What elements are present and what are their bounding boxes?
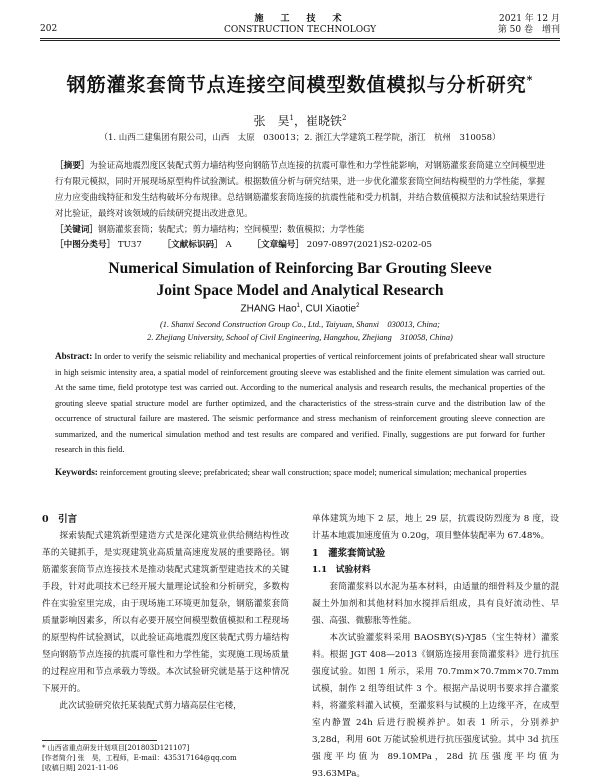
body-right-column	[312, 511, 559, 783]
journal-name-en: CONSTRUCTION TECHNOLOGY	[223, 25, 377, 35]
header-rule	[40, 38, 560, 39]
paragraph: 此次试验研究依托某装配式剪力墙高层住宅楼，	[59, 701, 242, 711]
paragraph: 套筒灌浆料以水泥为基本材料，由适量的细骨料及少量的混凝土外加剂和其他材料加水搅拌后组成，具有良好流动性、早强、高强、微膨胀等性能。	[312, 582, 559, 626]
title-cn: 钢筋灌浆套筒节点连接空间模型数值模拟与分析研究*	[66, 73, 534, 96]
issue-volume: 第 50 卷 增刊	[497, 25, 560, 35]
abstract-en: Abstract: In order to verify the seismic reliability and mechanical properties of vertical reinforcement joints of prefabricated shear wall structure in high seismic intensity area, a spatial model of reinforcement grouting sleeve was established and the finite element simulation was carried out. At the same time, field prototype test was carried out. According to the numerical analysis and research results, the mechanical properties of the grouting sleeve spatial structure model are further optimized, and the characteristics of the stress-strain curve and the distribution law of the occurrence of structural failure are mastered. The seismic performance and stress mechanism of reinforcement grouting sleeve connection are summarized, and the numerical simulation method and test results are compared and verified. Finally, suggestions are put forward for further research in this field.	[55, 351, 545, 454]
authors-en: ZHANG Hao$^1$, CUI Xiaotie$^2$	[240, 303, 360, 315]
affiliations-en: (1. Shanxi Second Construction Group Co., Ltd., Taiyuan, Shanxi 030013, China; 2. Zhejiang University, School of Civil Engineering, Hangzhou, Zhejiang 310058, China)	[147, 320, 453, 342]
subsection-heading-1-1: 1.1 试验材料	[312, 565, 371, 575]
paragraph: 单体建筑为地下 2 层，地上 29 层，抗震设防烈度为 8 度，设计基本地震加速度值为 0.20g，项目整体装配率为 67.48%。	[312, 514, 559, 541]
authors-cn: 张 昊$^1$，崔晓铁$^2$	[253, 114, 347, 128]
keywords-en: Keywords: reinforcement grouting sleeve; prefabricated; shear wall construction; space model; numerical simulation; mechanical properties	[55, 467, 527, 477]
journal-name-cn: 施 工 技 术	[254, 14, 346, 24]
section-heading-intro: 0 引言	[42, 514, 78, 525]
classification-line: ［中图分类号］ TU37 ［文献标识码］ A ［文章编号］ 2097-0897(2021)S2-0202-05	[55, 240, 432, 250]
section-heading-1: 1 灌浆套筒试验	[312, 548, 386, 559]
title-en: Numerical Simulation of Reinforcing Bar Grouting Sleeve Joint Space Model and Analytical Research	[108, 260, 492, 299]
footnote-rule	[42, 740, 157, 741]
running-header	[40, 14, 560, 38]
paragraph: 本次试验灌浆料采用 BAOSBY(S)-YJ85（宝生特材）灌浆料。根据 JGT 408—2013《钢筋连接用套筒灌浆料》进行抗压强度试验。如图 1 所示，采用 70.7mm×70.7mm×70.7mm 试模，制作 2 组等组试件 3 个。根据产品说明书要求拌合灌浆料，将灌浆料灌入试模，至灌浆料与试模的上边缘平齐，在成型室内静置 24h 后进行脱模养护。如表 1 所示，分别养护 3,28d，利用 60t 万能试验机进行抗压强度试验。其中 3d 抗压强度平均值为 89.10MPa，28d 抗压强度平均值为 93.63MPa。	[312, 633, 559, 779]
page-number: 202	[40, 24, 58, 34]
issue-date: 2021 年 12 月	[499, 14, 560, 24]
body-left-column	[42, 511, 289, 715]
header-rule-2	[40, 40, 560, 41]
footnote: * 山西省重点研发计划项目[201803D121107] [作者简介] 张 昊，工程师，E-mail：435317164@qq.com [收稿日期] 2021-11-06	[42, 744, 237, 772]
affiliations-cn: （1. 山西二建集团有限公司，山西 太原 030013；2. 浙江大学建筑工程学院，浙江 杭州 310058）	[99, 133, 501, 143]
paragraph: 探索装配式建筑新型建造方式是深化建筑业供给侧结构性改革的关键抓手，是实现建筑业高质量高速度发展的重要路径。钢筋灌浆套筒节点连接技术是推动装配式建筑新型建造技术的关键手段，针对此项技术已经开展大量理论试验和分析研究，多数构件在实验室里完成，由于现场施工环境更加复杂，钢筋灌浆套筒质量影响因素多，所以有必要开展空间模型数值模拟和工程现场的原型构件试验测试，以此验证高地震烈度区装配式剪力墙结构竖向钢筋节点连接的抗震可靠性和力学性能，实现施工现场质量的过程应用和节点承载力等级。本次试验研究就是基于这种情况下展开的。	[42, 531, 289, 694]
abstract-cn: ［摘要］为验证高地震烈度区装配式剪力墙结构竖向钢筋节点连接的抗震可靠性和力学性能影响，对钢筋灌浆套筒建立空间模型进行有限元模拟，同时开展现场原型构件试验测试。根据数值分析与研究结果，进一步优化灌浆套筒空间结构模型的力学性能，掌握应力应变曲线特征和发生结构破坏分布规律。总结钢筋灌浆套筒连接的抗震性能和受力机制，并结合数值模拟方法和试验结果进行对比验证，最终对该领域的后续研究提出改进意见。 ［关键词］钢筋灌浆套筒；装配式；剪力墙结构；空间模型；数值模拟；力学性能	[55, 161, 545, 235]
